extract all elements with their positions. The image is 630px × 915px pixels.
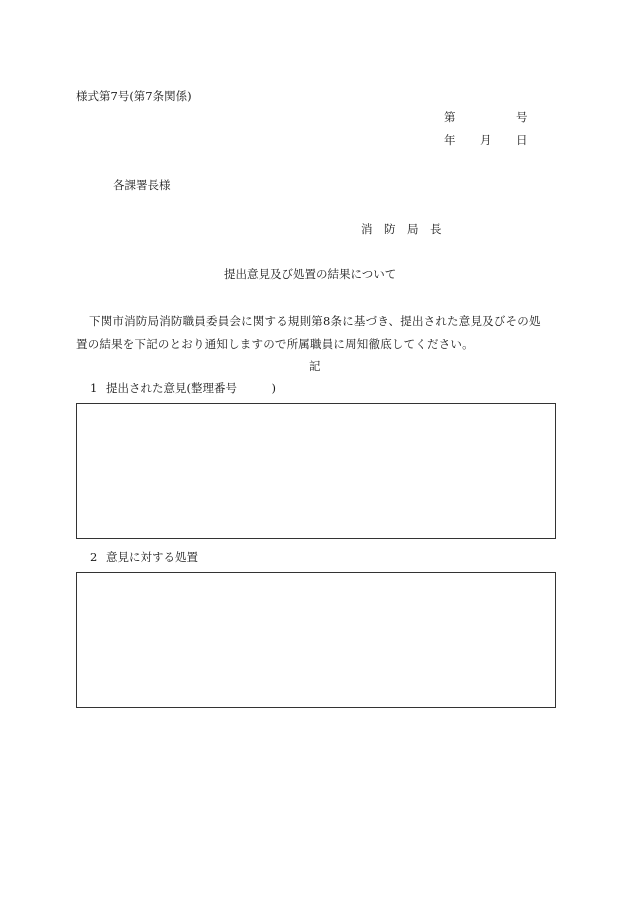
date-year-label: 年 <box>444 133 456 147</box>
date-month-label: 月 <box>480 133 492 147</box>
ki-heading: 記 <box>309 359 321 373</box>
sender: 消 防 局 長 <box>361 222 442 236</box>
body-line-1: 下関市消防局消防職員委員会に関する規則第8条に基づき、提出された意見及びその処 <box>89 314 541 328</box>
form-label: 様式第7号(第7条関係) <box>76 89 192 103</box>
section-2-number: 2 <box>90 550 98 564</box>
section-2-label: 意見に対する処置 <box>106 550 198 564</box>
date-day-label: 日 <box>516 133 528 147</box>
opinion-box <box>76 403 556 539</box>
body-line-2: 置の結果を下記のとおり通知しますので所属職員に周知徹底してください。 <box>76 337 474 351</box>
document-number-prefix: 第 <box>444 110 456 124</box>
addressee: 各課署長様 <box>113 178 171 192</box>
document-number-suffix: 号 <box>516 110 528 124</box>
document-title: 提出意見及び処置の結果について <box>224 267 397 281</box>
action-box <box>76 572 556 708</box>
section-1-label: 提出された意見(整理番号 ) <box>106 381 276 395</box>
section-1-number: 1 <box>90 381 98 395</box>
